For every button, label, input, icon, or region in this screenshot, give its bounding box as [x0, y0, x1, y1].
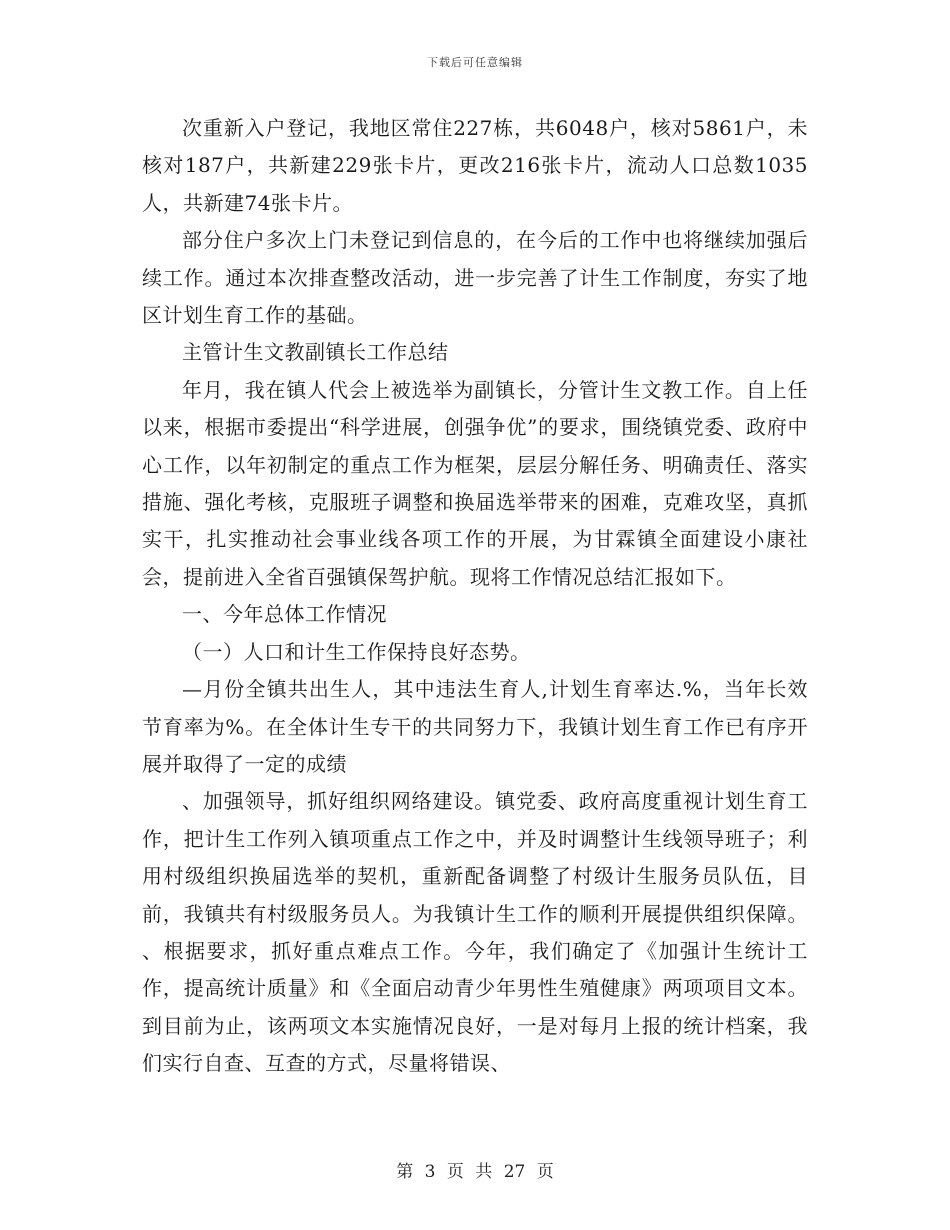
paragraph-followup-work: 部分住户多次上门未登记到信息的，在今后的工作中也将继续加强后续工作。通过本次排查整改活动，进一步完善了计生工作制度，夯实了地区计划生育工作的基础。	[142, 228, 808, 328]
page-number-footer: 第 3 页 共 27 页	[396, 1162, 554, 1182]
page-header-note: 下载后可任意编辑	[427, 56, 523, 69]
paragraph-introduction: 年月，我在镇人代会上被选举为副镇长，分管计生文教工作。自上任以来，根据市委提出“科学进展，创强争优”的要求，围绕镇党委、政府中心工作，以年初制定的重点工作为框架，层层分解任务、明确责任、落实措施、强化考核，克服班子调整和换届选举带来的困难，克难攻坚，真抓实干，扎实推动社会事业线各项工作的开展，为甘霖镇全面建设小康社会，提前进入全省百强镇保驾护航。现将工作情况总结汇报如下。	[142, 377, 808, 589]
document-body	[142, 110, 808, 1083]
paragraph-birth-statistics: —月份全镇共出生人，其中违法生育人,计划生育率达.%，当年长效节育率为%。在全体计生专干的共同努力下，我镇计划生育工作已有序开展并取得了一定的成绩	[142, 677, 808, 776]
subheading-population-family-planning: （一）人口和计生工作保持良好态势。	[182, 639, 531, 664]
section-title: 主管计生文教副镇长工作总结	[182, 340, 449, 365]
heading-overall-work: 一、今年总体工作情况	[182, 602, 387, 627]
paragraph-household-registration: 次重新入户登记，我地区常住227栋，共6048户，核对5861户，未核对187户，共新建229张卡片，更改216张卡片，流动人口总数1035人，共新建74张卡片。	[142, 116, 808, 215]
paragraph-leadership-organization: 、加强领导，抓好组织网络建设。镇党委、政府高度重视计划生育工作，把计生工作列入镇项重点工作之中，并及时调整计生线领导班子；利用村级组织换届选举的契机，重新配备调整了村级计生服务员队伍，目前，我镇共有村级服务员人。为我镇计生工作的顺利开展提供组织保障。 、根据要求，抓好重点难点工作。今年，我们确定了《加强计生统计工作，提高统计质量》和《全面启动青少年男性生殖健康》两项项目文本。到目前为止，该两项文本实施情况良好，一是对每月上报的统计档案，我们实行自查、互查的方式，尽量将错误、	[142, 789, 808, 1076]
